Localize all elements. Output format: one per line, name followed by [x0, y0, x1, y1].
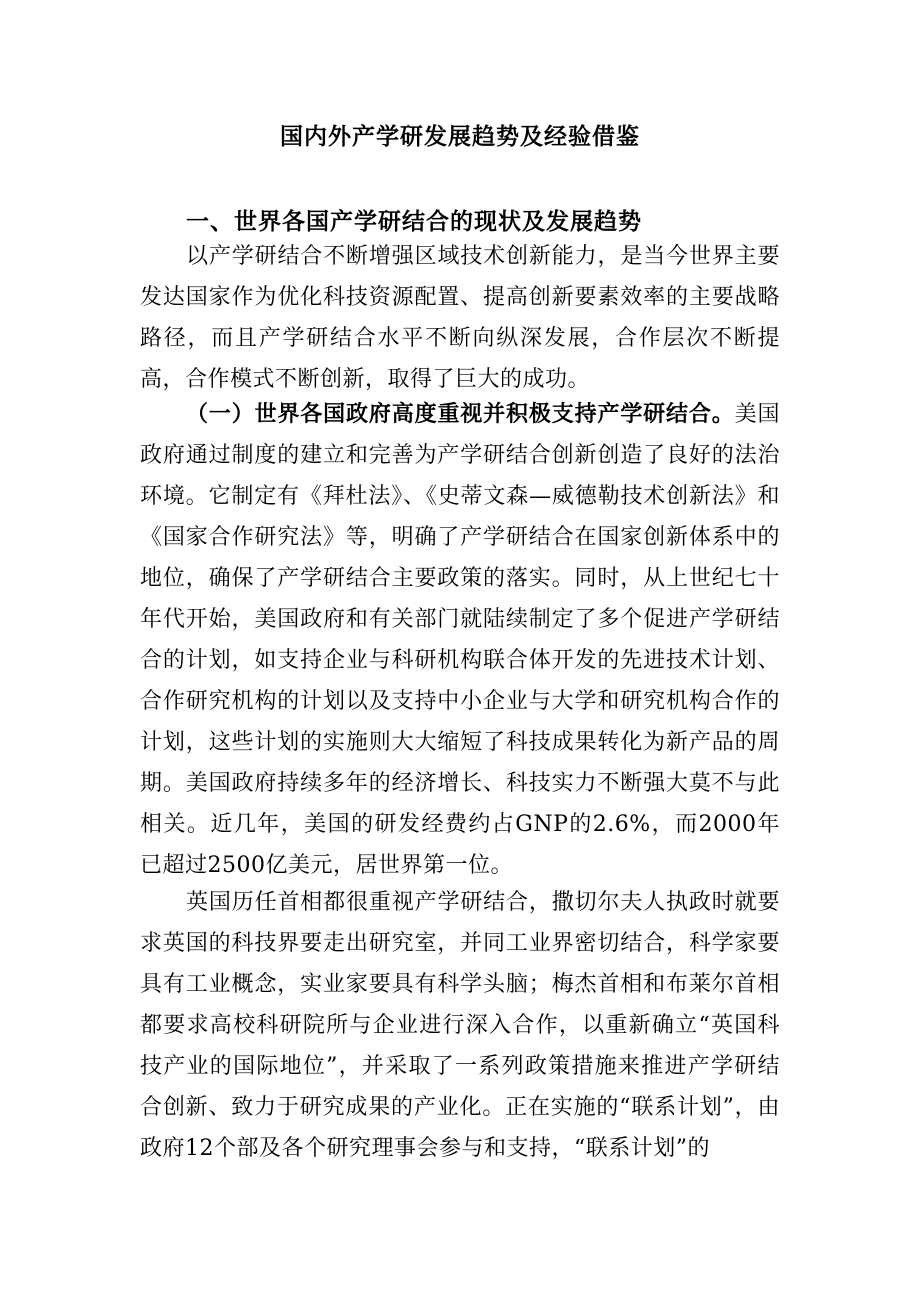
paragraph-1: 以产学研结合不断增强区域技术创新能力，是当今世界主要发达国家作为优化科技资源配置、提高创新要素效率的主要战略路径，而且产学研结合水平不断向纵深发展，合作层次不断提高，合作模式不断创新，取得了巨大的成功。: [140, 244, 780, 392]
paragraph-2: [140, 394, 780, 886]
paragraph-2-lead: （一）世界各国政府高度重视并积极支持产学研结合。: [186, 402, 735, 427]
paragraph-1-block: [140, 236, 780, 400]
document-title: 国内外产学研发展趋势及经验借鉴: [280, 124, 640, 150]
section-heading: 一、世界各国产学研结合的现状及发展趋势: [186, 209, 642, 235]
paragraph-2-block: [140, 394, 780, 886]
paragraph-2-text: 美国政府通过制度的建立和完善为产学研结合创新创造了良好的法治环境。它制定有《拜杜法》、《史蒂文森—威德勒技术创新法》和《国家合作研究法》等，明确了产学研结合在国家创新体系中的地位，确保了产学研结合主要政策的落实。同时，从上世纪七十年代开始，美国政府和有关部门就陆续制定了多个促进产学研结合的计划，如支持企业与科研机构联合体开发的先进技术计划、合作研究机构的计划以及支持中小企业与大学和研究机构合作的计划，这些计划的实施则大大缩短了科技成果转化为新产品的周期。美国政府持续多年的经济增长、科技实力不断强大莫不与此相关。近几年，美国的研发经费约占GNP的2.6%，而2000年已超过2500亿美元，居世界第一位。: [140, 402, 780, 878]
paragraph-3: 英国历任首相都很重视产学研结合，撒切尔夫人执政时就要求英国的科技界要走出研究室，并同工业界密切结合，科学家要具有工业概念，实业家要具有科学头脑；梅杰首相和布莱尔首相都要求高校科研院所与企业进行深入合作，以重新确立“英国科技产业的国际地位”，并采取了一系列政策措施来推进产学研结合创新、致力于研究成果的产业化。正在实施的“联系计划”，由政府12个部及各个研究理事会参与和支持，“联系计划”的: [140, 890, 780, 1161]
paragraph-3-block: [140, 882, 780, 1169]
